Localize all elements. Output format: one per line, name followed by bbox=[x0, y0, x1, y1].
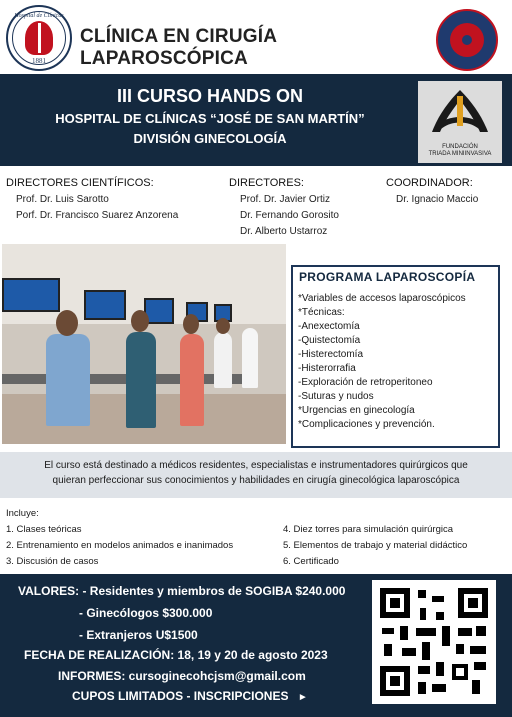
programa-item: -Suturas y nudos bbox=[298, 391, 374, 402]
programa-item: -Anexectomía bbox=[298, 321, 360, 332]
incluye-item: 3. Discusión de casos bbox=[6, 556, 99, 567]
qr-module bbox=[418, 682, 426, 694]
seal-year: 1881 bbox=[32, 57, 46, 65]
valores-residentes: VALORES: - Residentes y miembros de SOGIBA $240.000 bbox=[18, 584, 346, 598]
arrow-right-icon: ► bbox=[297, 692, 308, 703]
programa-item: *Complicaciones y prevención. bbox=[298, 419, 435, 430]
foundation-name-line1: FUNDACIÓN bbox=[442, 144, 478, 150]
course-description bbox=[8, 458, 504, 488]
incluye-item: 2. Entrenamiento en modelos animados e inanimados bbox=[6, 540, 234, 551]
incluye-item: 1. Clases teóricas bbox=[6, 524, 82, 535]
qr-module bbox=[456, 644, 464, 654]
inscripciones-link[interactable] bbox=[72, 689, 308, 703]
foundation-name bbox=[418, 144, 502, 158]
incluye-item: 4. Diez torres para simulación quirúrgica bbox=[283, 524, 454, 535]
programa-title: PROGRAMA LAPAROSCOPÍA bbox=[299, 270, 476, 284]
qr-module bbox=[472, 680, 480, 694]
programa-item: *Técnicas: bbox=[298, 307, 345, 318]
trainee-1-head bbox=[56, 310, 78, 336]
director-cientifico-2: Porf. Dr. Francisco Suarez Anzorena bbox=[16, 210, 179, 221]
coordinador-1: Dr. Ignacio Maccio bbox=[396, 194, 479, 205]
course-title: III CURSO HANDS ON bbox=[116, 86, 303, 106]
qr-module bbox=[432, 596, 444, 602]
valores-ginecologos: - Ginecólogos $300.000 bbox=[79, 606, 213, 620]
programa-item: -Exploración de retroperitoneo bbox=[298, 377, 433, 388]
division-name: DIVISIÓN GINECOLOGÍA bbox=[133, 131, 287, 146]
qr-module bbox=[470, 646, 486, 654]
training-table bbox=[2, 374, 242, 384]
qr-finder-tr-core bbox=[468, 598, 478, 608]
hospital-de-clinicas-seal bbox=[6, 5, 72, 71]
trainee-2 bbox=[126, 332, 156, 428]
foundation-name-line2: TRIADA MINIINVASIVA bbox=[428, 151, 492, 157]
qr-module bbox=[436, 612, 444, 620]
qr-module bbox=[458, 628, 472, 636]
qr-module bbox=[416, 628, 436, 636]
qr-module bbox=[384, 644, 392, 656]
trainee-5 bbox=[242, 328, 258, 388]
incluye-item: 5. Elementos de trabajo y material didáctico bbox=[283, 540, 468, 551]
qr-module bbox=[402, 648, 416, 656]
qr-finder-bl-core bbox=[390, 676, 400, 686]
description-line-2: quieran perfeccionar sus conocimientos y habilidades en cirugía ginecológica laparoscópica bbox=[52, 475, 460, 486]
trainee-4 bbox=[214, 332, 232, 388]
coordinador-heading: COORDINADOR: bbox=[386, 177, 473, 189]
fecha-realizacion: FECHA DE REALIZACIÓN: 18, 19 y 20 de agosto 2023 bbox=[24, 648, 328, 662]
trainee-1 bbox=[46, 334, 90, 426]
qr-module bbox=[436, 662, 444, 676]
qr-module bbox=[382, 628, 394, 634]
qr-finder-tl-core bbox=[390, 598, 400, 608]
trainee-3-head bbox=[183, 314, 199, 334]
qr-module bbox=[476, 626, 486, 636]
programa-item: *Variables de accesos laparoscópicos bbox=[298, 293, 466, 304]
valores-extranjeros: - Extranjeros U$1500 bbox=[79, 628, 198, 642]
trainee-4-head bbox=[216, 318, 230, 334]
qr-module bbox=[456, 668, 464, 676]
qr-module bbox=[420, 608, 426, 620]
directores-heading: DIRECTORES: bbox=[229, 177, 304, 189]
trainee-3 bbox=[180, 334, 204, 426]
qr-module bbox=[422, 642, 430, 660]
programa-item: *Urgencias en ginecología bbox=[298, 405, 415, 416]
director-3: Dr. Alberto Ustarroz bbox=[240, 226, 328, 237]
trainee-2-head bbox=[131, 310, 149, 332]
qr-module bbox=[418, 666, 430, 674]
programa-item: -Histerectomía bbox=[298, 349, 364, 360]
incluye-item: 6. Certificado bbox=[283, 556, 339, 567]
training-photo bbox=[2, 244, 286, 444]
directores-cientificos-heading: DIRECTORES CIENTÍFICOS: bbox=[6, 177, 154, 189]
sogiba-seal bbox=[436, 9, 498, 71]
director-cientifico-1: Prof. Dr. Luis Sarotto bbox=[16, 194, 109, 205]
sogiba-dot-icon bbox=[462, 35, 472, 45]
incluye-heading: Incluye: bbox=[6, 508, 39, 519]
page-title: CLÍNICA EN CIRUGÍA LAPAROSCÓPICA bbox=[80, 26, 277, 69]
seal-arc-text: Hospital de Clínicas bbox=[14, 13, 64, 19]
qr-module bbox=[418, 590, 426, 598]
programa-item: -Histerorrafia bbox=[298, 363, 356, 374]
qr-module bbox=[432, 684, 446, 692]
programa-item: -Quistectomía bbox=[298, 335, 361, 346]
director-1: Prof. Dr. Javier Ortiz bbox=[240, 194, 331, 205]
qr-module bbox=[400, 626, 408, 640]
hospital-name: HOSPITAL DE CLÍNICAS “JOSÉ DE SAN MARTÍN” bbox=[55, 111, 365, 126]
qr-code[interactable] bbox=[372, 580, 496, 704]
director-2: Dr. Fernando Gorosito bbox=[240, 210, 339, 221]
cupos-text: CUPOS LIMITADOS - INSCRIPCIONES bbox=[72, 689, 289, 703]
monitor-2 bbox=[84, 290, 126, 320]
qr-module bbox=[474, 662, 486, 670]
informes-email[interactable]: INFORMES: cursoginecohcjsm@gmail.com bbox=[58, 669, 306, 683]
monitor-1 bbox=[2, 278, 60, 312]
description-line-1: El curso está destinado a médicos residentes, especialistas e instrumentadores quirúrgicos que bbox=[44, 460, 468, 471]
qr-module bbox=[442, 626, 450, 646]
caduceus-rod-icon bbox=[38, 23, 41, 53]
foundation-triada-icon bbox=[426, 86, 494, 138]
